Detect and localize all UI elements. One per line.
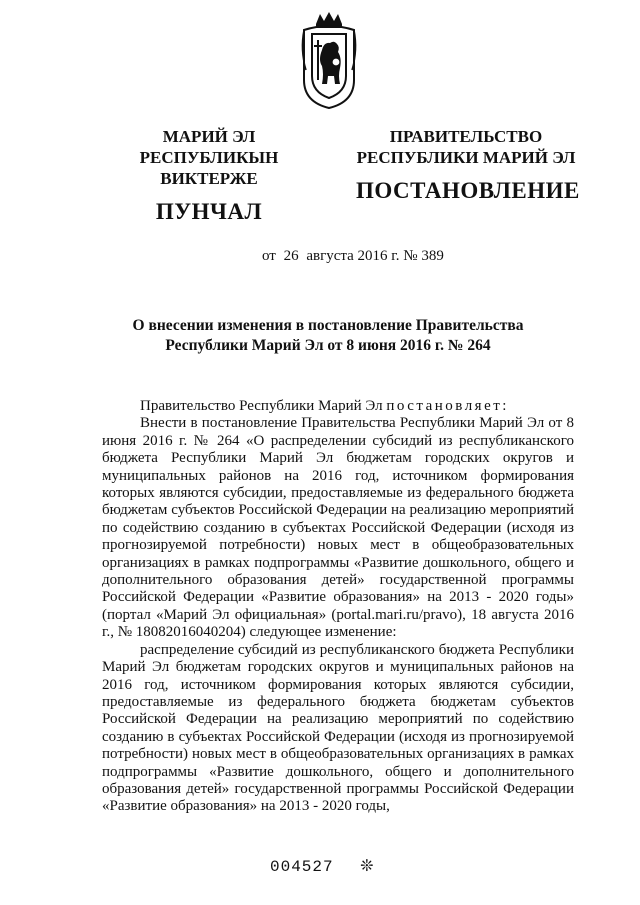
header-left-line1: МАРИЙ ЭЛ РЕСПУБЛИКЫН <box>139 127 279 167</box>
intro-paragraph <box>102 398 574 415</box>
header-mari-block <box>96 126 322 225</box>
body-paragraph-2: распределение субсидий из республиканского бюджета Республики Марий Эл бюджетам городских округов и муниципальных районов на 2016 год, источником формирования которых являются субсидии, предоставляемые из федерального бюджета бюджетам субъектов Российской Федерации на реализацию мероприятий по содействию созданию в субъектах Российской Федерации (исходя из прогнозируемой потребности) новых мест в общеобразовательных организациях в рамках подпрограммы «Развитие дошкольного, общего и дополнительного образования детей» государственной программы Российской Федерации «Развитие образования» на 2013 - 2020 годы, <box>102 641 574 815</box>
document-footer <box>270 856 375 876</box>
subject-line2: Республики Марий Эл от 8 июня 2016 г. № 264 <box>165 337 491 354</box>
body-paragraph-1: Внести в постановление Правительства Республики Марий Эл от 8 июня 2016 г. № 264 «О распределении субсидий из республиканского бюджета Республики Марий Эл бюджетам городских округов и муниципальных районов на 2016 год, источником формирования которых являются субсидии, предоставляемые из федерального бюджета бюджетам субъектов Российской Федерации на реализацию мероприятий по содействию созданию в субъектах Российской Федерации (исходя из прогнозируемой потребности) новых мест в общеобразовательных организациях в рамках подпрограммы «Развитие дошкольного, общего и дополнительного образования детей» государственной программы Российской Федерации «Развитие образования» на 2013 - 2020 годы» (портал «Марий Эл официальная» (portal.mari.ru/pravo), 18 августа 2016 г., № 18082016040204) следующее изменение: <box>102 415 574 641</box>
header-right-title: ПОСТАНОВЛЕНИЕ <box>356 178 580 203</box>
asterisk-mark-icon: ❊ <box>360 856 375 875</box>
document-body <box>102 398 574 816</box>
intro-decree-word: постановляет: <box>386 398 509 414</box>
subject-line1: О внесении изменения в постановление Правительства <box>132 317 524 334</box>
intro-text: Правительство Республики Марий Эл <box>140 398 383 414</box>
serial-number: 004527 <box>270 858 334 876</box>
date-rest: августа 2016 г. № 389 <box>306 248 444 264</box>
header-right-line2: РЕСПУБЛИКИ МАРИЙ ЭЛ <box>356 148 576 167</box>
document-subject <box>110 316 546 356</box>
date-line <box>262 248 448 265</box>
coat-of-arms-icon <box>298 10 360 110</box>
date-prefix: от <box>262 248 276 264</box>
header-left-line2: ВИКТЕРЖЕ <box>160 169 258 188</box>
header-russian-block <box>356 126 580 204</box>
header-right-line1: ПРАВИТЕЛЬСТВО <box>389 127 543 146</box>
header-left-title: ПУНЧАЛ <box>155 199 263 224</box>
date-day: 26 <box>283 248 299 264</box>
